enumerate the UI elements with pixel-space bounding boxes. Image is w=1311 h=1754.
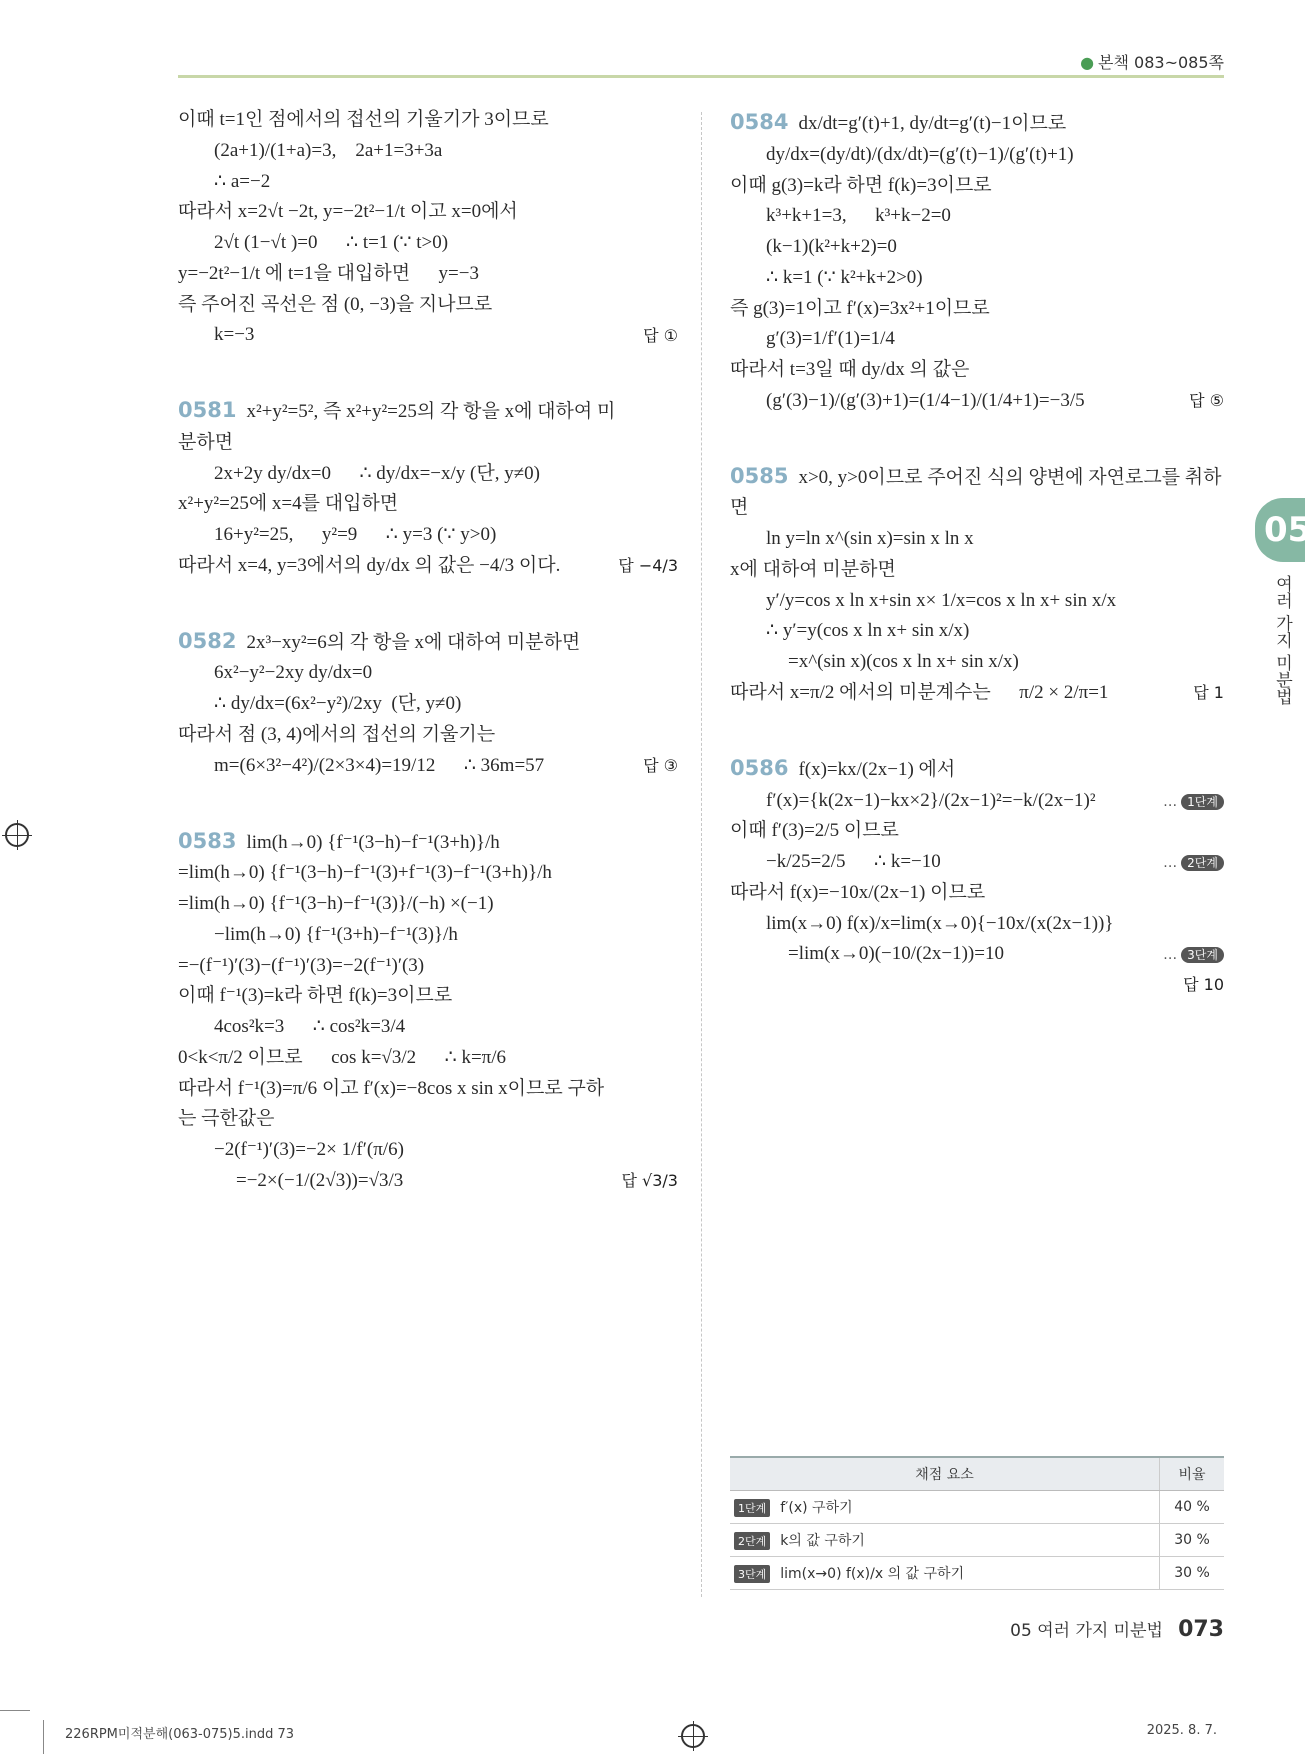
math-line: (k−1)(k²+k+2)=0 bbox=[766, 236, 897, 258]
step-badge: 2단계 bbox=[1181, 855, 1224, 871]
text-line: 따라서 x=4, y=3에서의 dy/dx 의 값은 −4/3 이다. bbox=[178, 554, 561, 576]
problem-0586 bbox=[730, 751, 1224, 1001]
text-line: 이때 t=1인 점에서의 접선의 기울기가 3이므로 bbox=[178, 109, 549, 130]
text-line: x에 대하여 미분하면 bbox=[730, 558, 896, 580]
ellipsis: … bbox=[1163, 947, 1178, 964]
math-line: (g′(3)−1)/(g′(3)+1)=(1/4−1)/(1/4+1)=−3/5 bbox=[766, 389, 1085, 411]
math-line: =lim(x→0)(−10/(2x−1))=10 bbox=[788, 943, 1004, 965]
print-date: 2025. 8. 7. bbox=[1146, 1723, 1217, 1738]
right-column bbox=[730, 105, 1224, 1001]
page-footer bbox=[1010, 1616, 1224, 1642]
math-line: ∴ dy/dx=(6x²−y²)/2xy (단, y≠0) bbox=[214, 693, 462, 715]
answer-row bbox=[178, 751, 678, 782]
math-line: k³+k+1=3, k³+k−2=0 bbox=[766, 205, 951, 227]
problem-0585 bbox=[730, 459, 1224, 709]
step-label: 2단계 bbox=[734, 1532, 770, 1550]
math-line: 2x+2y dy/dx=0 ∴ dy/dx=−x/y (단, y≠0) bbox=[214, 462, 540, 484]
math-line: k=−3 bbox=[214, 324, 255, 346]
answer-badge: 답 −4/3 bbox=[618, 556, 678, 576]
crop-mark bbox=[43, 1720, 44, 1754]
answer-row bbox=[178, 1166, 678, 1197]
step-row bbox=[730, 847, 1224, 878]
table-header: 비율 bbox=[1160, 1457, 1225, 1491]
registration-mark-icon bbox=[5, 823, 29, 847]
text-line: 즉 주어진 곡선은 점 (0, −3)을 지나므로 bbox=[178, 293, 493, 315]
text-line: 분하면 bbox=[178, 431, 234, 453]
math-line: y′/y=cos x ln x+sin x× 1/x=cos x ln x+ sin x/x bbox=[766, 589, 1117, 611]
math-line: 4cos²k=3 ∴ cos²k=3/4 bbox=[214, 1016, 406, 1038]
table-cell: f′(x) 구하기 bbox=[780, 1500, 853, 1516]
math-line: f′(x)={k(2x−1)−kx×2}/(2x−1)²=−k/(2x−1)² bbox=[766, 789, 1096, 811]
math-line: ∴ y′=y(cos x ln x+ sin x/x) bbox=[766, 620, 970, 642]
problem-0584 bbox=[730, 105, 1224, 417]
math-line: −lim(h→0) {f⁻¹(3+h)−f⁻¹(3)}/h bbox=[214, 923, 458, 945]
math-line: 6x²−y²−2xy dy/dx=0 bbox=[214, 662, 373, 684]
math-line: ln y=ln x^(sin x)=sin x ln x bbox=[766, 528, 974, 550]
math-line: −k/25=2/5 ∴ k=−10 bbox=[766, 851, 941, 873]
math-line: 16+y²=25, y²=9 ∴ y=3 (∵ y>0) bbox=[214, 524, 497, 546]
math-line: =lim(h→0) {f⁻¹(3−h)−f⁻¹(3)}/(−h) ×(−1) bbox=[178, 893, 494, 915]
crop-mark bbox=[0, 1710, 30, 1711]
problem-number: 0586 bbox=[730, 755, 789, 780]
text-line: 따라서 x=π/2 에서의 미분계수는 π/2 × 2/π=1 bbox=[730, 682, 1109, 704]
registration-mark-icon bbox=[681, 1724, 705, 1748]
answer-badge: 답 10 bbox=[1183, 975, 1224, 995]
ellipsis: … bbox=[1163, 855, 1178, 872]
text-line: 따라서 f(x)=−10x/(2x−1) 이므로 bbox=[730, 881, 986, 903]
answer-row bbox=[730, 386, 1224, 417]
problem-0582 bbox=[178, 624, 678, 782]
table-row bbox=[730, 1557, 1224, 1590]
answer-badge: 답 ① bbox=[643, 325, 678, 345]
math-line: f(x)=kx/(2x−1) 에서 bbox=[798, 758, 956, 780]
table-cell: lim(x→0) f(x)/x 의 값 구하기 bbox=[780, 1566, 965, 1582]
chapter-side-title: 여러 가지 미분법 bbox=[1272, 575, 1292, 705]
text-line: 면 bbox=[730, 497, 749, 519]
text-line: x>0, y>0이므로 주어진 식의 양변에 자연로그를 취하 bbox=[798, 466, 1222, 488]
math-line: −2(f⁻¹)′(3)=−2× 1/f′(π/6) bbox=[214, 1139, 404, 1161]
text-line: 따라서 x=2√t −2t, y=−2t²−1/t 이고 x=0에서 bbox=[178, 201, 518, 223]
answer-row bbox=[178, 551, 678, 582]
problem-number: 0585 bbox=[730, 463, 789, 488]
math-line: ∴ k=1 (∵ k²+k+2>0) bbox=[766, 266, 923, 288]
problem-number: 0584 bbox=[730, 110, 789, 134]
text-line: 2x³−xy²=6의 각 항을 x에 대하여 미분하면 bbox=[246, 631, 581, 653]
problem-number: 0581 bbox=[178, 398, 237, 423]
problem-number: 0582 bbox=[178, 628, 237, 653]
text-line: y=−2t²−1/t 에 t=1을 대입하면 y=−3 bbox=[178, 262, 479, 284]
table-cell: 40 % bbox=[1160, 1491, 1225, 1524]
chapter-tab: 05 bbox=[1255, 498, 1305, 562]
footer-chapter: 05 여러 가지 미분법 bbox=[1010, 1621, 1163, 1641]
step-badge: 1단계 bbox=[1181, 794, 1224, 810]
step-badge: 3단계 bbox=[1181, 947, 1224, 963]
problem-0581 bbox=[178, 393, 678, 582]
text-line: x²+y²=5², 즉 x²+y²=25의 각 항을 x에 대하여 미 bbox=[246, 401, 616, 423]
math-line: =−2×(−1/(2√3))=√3/3 bbox=[236, 1169, 404, 1191]
problem-number: 0583 bbox=[178, 828, 237, 853]
math-line: =x^(sin x)(cos x ln x+ sin x/x) bbox=[788, 651, 1019, 673]
text-line: 는 극한값은 bbox=[178, 1108, 275, 1130]
page-reference: ● 본책 083~085쪽 bbox=[1080, 53, 1224, 72]
text-line: 즉 g(3)=1이고 f′(x)=3x²+1이므로 bbox=[730, 297, 990, 319]
math-line: (2a+1)/(1+a)=3, 2a+1=3+3a bbox=[214, 139, 443, 161]
text-line: 따라서 점 (3, 4)에서의 접선의 기울기는 bbox=[178, 724, 496, 746]
column-divider bbox=[701, 112, 702, 1597]
table-cell: 30 % bbox=[1160, 1557, 1225, 1590]
math-line: dx/dt=g′(t)+1, dy/dt=g′(t)−1이므로 bbox=[798, 113, 1067, 134]
answer-row bbox=[178, 320, 678, 351]
math-line: dy/dx=(dy/dt)/(dx/dt)=(g′(t)−1)/(g′(t)+1) bbox=[766, 143, 1074, 165]
text-line: 이때 f⁻¹(3)=k라 하면 f(k)=3이므로 bbox=[178, 985, 453, 1007]
math-line: 2√t (1−√t )=0 ∴ t=1 (∵ t>0) bbox=[214, 232, 449, 254]
table-row bbox=[730, 1491, 1224, 1524]
math-line: g′(3)=1/f′(1)=1/4 bbox=[766, 328, 895, 350]
text-line: 따라서 t=3일 때 dy/dx 의 값은 bbox=[730, 359, 970, 381]
answer-badge: 답 √3/3 bbox=[621, 1171, 678, 1191]
left-column bbox=[178, 105, 678, 1197]
ellipsis: … bbox=[1163, 793, 1178, 810]
table-header: 채점 요소 bbox=[730, 1457, 1160, 1491]
text-line: 따라서 f⁻¹(3)=π/6 이고 f′(x)=−8cos x sin x이므로 구하 bbox=[178, 1077, 605, 1099]
math-line: m=(6×3²−4²)/(2×3×4)=19/12 ∴ 36m=57 bbox=[214, 754, 545, 776]
scoring-table bbox=[730, 1456, 1224, 1590]
text-line: 이때 f′(3)=2/5 이므로 bbox=[730, 820, 899, 842]
text-line: 이때 g(3)=k라 하면 f(k)=3이므로 bbox=[730, 174, 992, 196]
print-file-info: 226RPM미적분해(063-075)5.indd 73 bbox=[65, 1727, 295, 1742]
answer-badge: 답 1 bbox=[1193, 683, 1224, 703]
math-line: ∴ a=−2 bbox=[214, 170, 271, 192]
answer-row bbox=[730, 678, 1224, 709]
math-line: lim(h→0) {f⁻¹(3−h)−f⁻¹(3+h)}/h bbox=[246, 831, 500, 853]
table-cell: 30 % bbox=[1160, 1524, 1225, 1557]
table-cell: k의 값 구하기 bbox=[780, 1533, 865, 1549]
math-line: =−(f⁻¹)′(3)−(f⁻¹)′(3)=−2(f⁻¹)′(3) bbox=[178, 954, 425, 976]
header-rule bbox=[178, 75, 1224, 78]
step-row bbox=[730, 939, 1224, 970]
answer-badge: 답 ③ bbox=[643, 756, 678, 776]
step-label: 1단계 bbox=[734, 1499, 770, 1517]
math-line: =lim(h→0) {f⁻¹(3−h)−f⁻¹(3)+f⁻¹(3)−f⁻¹(3+h)}/h bbox=[178, 862, 552, 884]
text-line: x²+y²=25에 x=4를 대입하면 bbox=[178, 493, 399, 515]
step-label: 3단계 bbox=[734, 1565, 770, 1583]
problem-0583 bbox=[178, 824, 678, 1197]
step-row bbox=[730, 786, 1224, 817]
table-row bbox=[730, 1524, 1224, 1557]
answer-badge: 답 ⑤ bbox=[1189, 391, 1224, 411]
page-number: 073 bbox=[1178, 1617, 1224, 1642]
math-line: lim(x→0) f(x)/x=lim(x→0){−10x/(x(2x−1))} bbox=[766, 912, 1114, 934]
math-line: 0<k<π/2 이므로 cos k=√3/2 ∴ k=π/6 bbox=[178, 1046, 507, 1068]
